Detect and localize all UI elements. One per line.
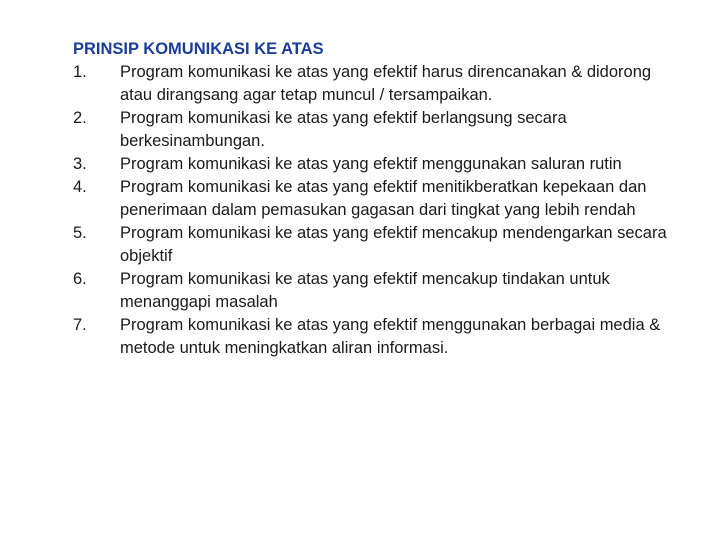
list-item bbox=[73, 107, 683, 153]
list-item-number: 1. bbox=[73, 63, 87, 81]
list-item-text: Program komunikasi ke atas yang efektif mencakup tindakan untuk menanggapi masalah bbox=[120, 270, 610, 311]
list-item bbox=[73, 222, 683, 268]
list-item-text: Program komunikasi ke atas yang efektif menggunakan saluran rutin bbox=[120, 155, 622, 173]
list-item-number: 5. bbox=[73, 224, 87, 242]
list-item-number: 4. bbox=[73, 178, 87, 196]
list-item bbox=[73, 153, 683, 176]
slide-title: PRINSIP KOMUNIKASI KE ATAS bbox=[73, 40, 324, 58]
list-item-text: Program komunikasi ke atas yang efektif menggunakan berbagai media & metode untuk meningkatkan aliran informasi. bbox=[120, 316, 661, 357]
list-item-text: Program komunikasi ke atas yang efektif menitikberatkan kepekaan dan penerimaan dalam pemasukan gagasan dari tingkat yang lebih rendah bbox=[120, 178, 647, 219]
list-item-number: 6. bbox=[73, 270, 87, 288]
list-item-number: 7. bbox=[73, 316, 87, 334]
principle-list bbox=[73, 61, 683, 360]
list-item-number: 2. bbox=[73, 109, 87, 127]
list-item-text: Program komunikasi ke atas yang efektif harus direncanakan & didorong atau dirangsang agar tetap muncul / tersampaikan. bbox=[120, 63, 652, 104]
list-item bbox=[73, 268, 683, 314]
list-item-text: Program komunikasi ke atas yang efektif berlangsung secara berkesinambungan. bbox=[120, 109, 567, 150]
list-item bbox=[73, 176, 683, 222]
list-item-text: Program komunikasi ke atas yang efektif mencakup mendengarkan secara objektif bbox=[120, 224, 667, 265]
list-item-number: 3. bbox=[73, 155, 87, 173]
list-item bbox=[73, 314, 683, 360]
list-item bbox=[73, 61, 683, 107]
slide-content bbox=[73, 38, 683, 360]
